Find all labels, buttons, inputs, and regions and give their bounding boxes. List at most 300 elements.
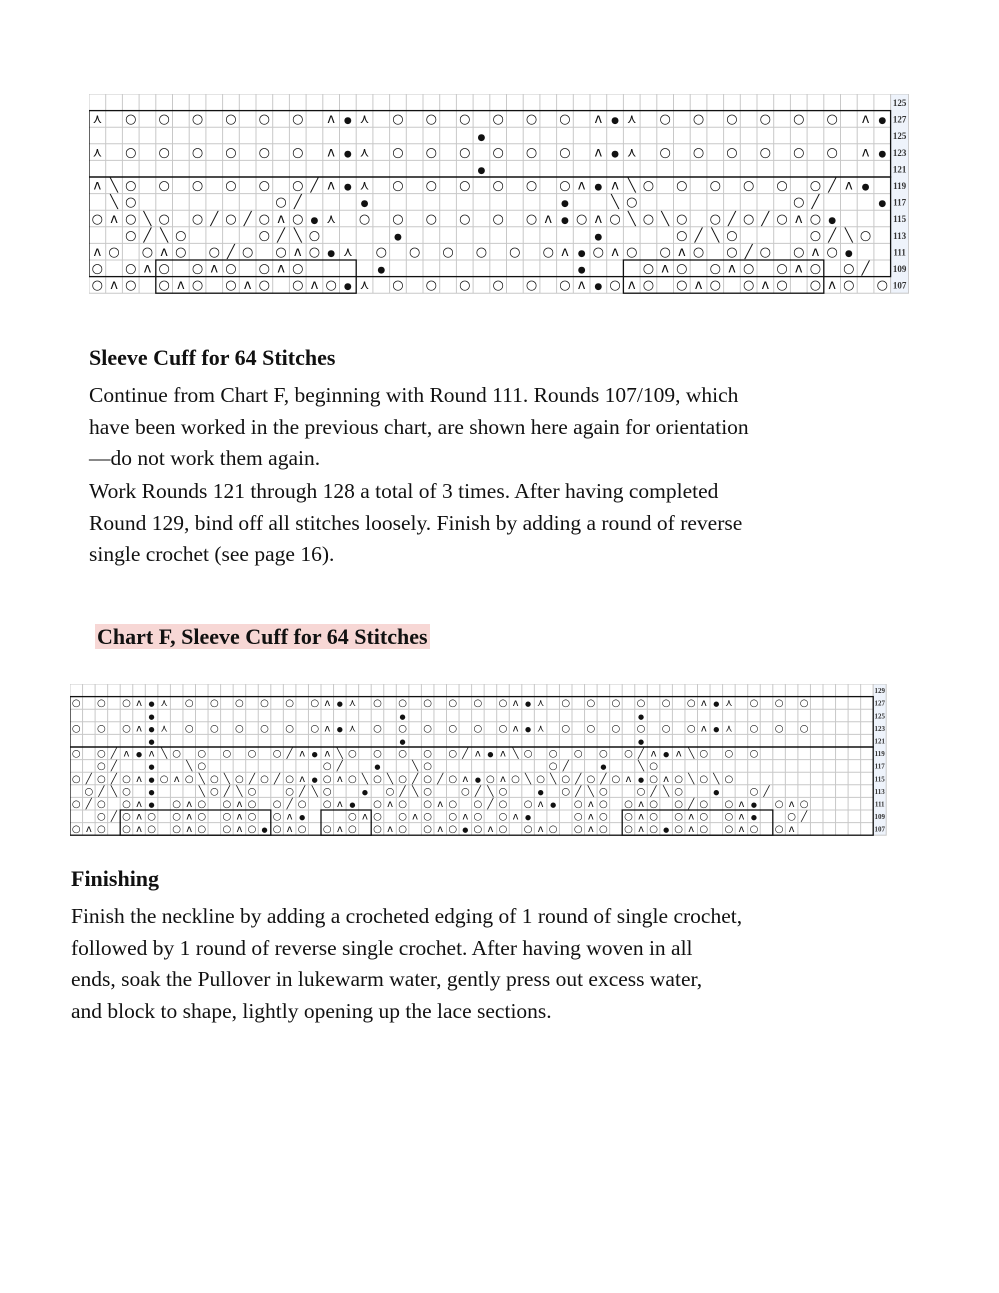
stitch-symbol: ○ xyxy=(659,245,671,261)
stitch-symbol: ʌ xyxy=(587,824,594,836)
stitch-symbol: ● xyxy=(311,750,318,759)
stitch-symbol: ○ xyxy=(392,211,404,227)
chart-bottom-grid xyxy=(70,684,892,836)
stitch-symbol: ○ xyxy=(642,261,655,277)
stitch-symbol: ○ xyxy=(71,773,81,785)
stitch-symbol: ○ xyxy=(774,698,784,710)
round-number: 119 xyxy=(874,750,885,759)
stitch-symbol: ○ xyxy=(272,798,282,810)
stitch-symbol: ʌ xyxy=(387,798,393,810)
stitch-symbol: ○ xyxy=(225,278,237,294)
stitch-symbol: ○ xyxy=(258,228,271,244)
stitch-symbol: ○ xyxy=(475,245,488,261)
stitch-symbol: ○ xyxy=(492,278,504,294)
stitch-symbol: ʌ xyxy=(136,811,142,823)
stitch-symbol: ○ xyxy=(561,723,571,735)
stitch-symbol: ● xyxy=(343,116,352,127)
stitch-symbol: ○ xyxy=(742,278,755,294)
stitch-symbol: ○ xyxy=(448,798,458,810)
stitch-symbol: ● xyxy=(148,737,155,746)
stitch-symbol: ○ xyxy=(247,748,257,760)
stitch-symbol: ○ xyxy=(776,178,788,194)
round-number: 123 xyxy=(892,147,907,158)
stitch-symbol: ● xyxy=(525,700,532,709)
stitch-symbol: ○ xyxy=(247,824,257,836)
stitch-symbol: ʌ xyxy=(186,798,193,810)
stitch-symbol: ○ xyxy=(423,811,433,823)
stitch-symbol: ● xyxy=(343,282,352,293)
stitch-symbol: ○ xyxy=(661,698,671,710)
stitch-symbol: ⋏ xyxy=(343,245,353,261)
round-number: 127 xyxy=(874,699,885,708)
stitch-symbol: ● xyxy=(377,265,386,276)
stitch-symbol: ○ xyxy=(398,723,407,735)
stitch-symbol: ╱ xyxy=(474,786,481,798)
stitch-symbol: ○ xyxy=(759,245,772,261)
stitch-symbol: ○ xyxy=(559,112,571,128)
stitch-symbol: ʌ xyxy=(286,811,293,823)
stitch-symbol: ○ xyxy=(125,228,137,244)
stitch-symbol: ʌ xyxy=(594,145,603,161)
stitch-symbol: ○ xyxy=(559,278,571,294)
stitch-symbol: ○ xyxy=(225,211,237,227)
stitch-symbol: ʌ xyxy=(85,824,92,836)
paragraph-line: Finish the neckline by adding a crocheted edging of 1 round of single crochet, xyxy=(71,904,743,928)
stitch-symbol: ○ xyxy=(776,278,788,294)
stitch-symbol: ○ xyxy=(561,698,571,710)
stitch-symbol: ○ xyxy=(398,798,407,810)
stitch-symbol: ○ xyxy=(272,811,282,823)
stitch-symbol: ● xyxy=(637,775,645,784)
stitch-symbol: ○ xyxy=(460,786,470,798)
stitch-symbol: ○ xyxy=(247,786,257,798)
stitch-symbol: ○ xyxy=(158,211,170,227)
stitch-symbol: ╲ xyxy=(487,786,494,798)
stitch-symbol: ○ xyxy=(122,824,131,836)
stitch-symbol: ○ xyxy=(609,211,621,227)
stitch-symbol: ○ xyxy=(724,798,734,810)
stitch-symbol: ○ xyxy=(272,824,282,836)
stitch-symbol: ○ xyxy=(97,761,106,773)
stitch-symbol: ○ xyxy=(724,824,734,836)
stitch-symbol: ○ xyxy=(726,228,738,244)
stitch-symbol: ⋏ xyxy=(92,112,103,128)
stitch-symbol: ○ xyxy=(348,811,357,823)
stitch-symbol: ○ xyxy=(548,748,558,760)
stitch-symbol: ○ xyxy=(492,145,504,161)
stitch-symbol: ╱ xyxy=(575,786,582,798)
stitch-symbol: ○ xyxy=(649,773,658,785)
stitch-symbol: ○ xyxy=(548,824,558,836)
stitch-symbol: ○ xyxy=(749,723,759,735)
paragraph-line: Work Rounds 121 through 128 a total of 3 times. After having completed xyxy=(89,479,719,503)
stitch-symbol: ○ xyxy=(222,811,232,823)
stitch-symbol: ʌ xyxy=(688,811,695,823)
stitch-symbol: ● xyxy=(878,116,887,127)
stitch-symbol: ○ xyxy=(787,811,796,823)
stitch-symbol: ○ xyxy=(809,261,822,277)
stitch-symbol: ○ xyxy=(197,748,207,760)
stitch-symbol: ○ xyxy=(425,145,438,161)
stitch-symbol: ʌ xyxy=(594,211,603,227)
stitch-symbol: ○ xyxy=(636,786,646,798)
stitch-symbol: ● xyxy=(600,763,607,772)
stitch-symbol: ○ xyxy=(225,145,237,161)
stitch-symbol: ○ xyxy=(776,261,788,277)
stitch-symbol: ○ xyxy=(473,798,483,810)
stitch-symbol: ʌ xyxy=(136,698,142,710)
stitch-symbol: ● xyxy=(261,826,268,835)
stitch-symbol: ʌ xyxy=(638,824,644,836)
stitch-symbol: ○ xyxy=(809,178,822,194)
stitch-symbol: ○ xyxy=(498,824,508,836)
stitch-symbol: ○ xyxy=(523,798,533,810)
stitch-symbol: ○ xyxy=(97,798,106,810)
stitch-symbol: ○ xyxy=(649,811,658,823)
round-number: 115 xyxy=(874,775,885,784)
stitch-symbol: ╱ xyxy=(227,245,235,261)
stitch-symbol: ○ xyxy=(425,178,438,194)
stitch-symbol: ● xyxy=(537,788,544,797)
stitch-symbol: ʌ xyxy=(236,824,243,836)
stitch-symbol: ○ xyxy=(448,811,458,823)
stitch-symbol: ○ xyxy=(235,773,244,785)
stitch-symbol: ○ xyxy=(197,824,207,836)
stitch-symbol: ○ xyxy=(292,178,304,194)
stitch-symbol: ʌ xyxy=(661,261,670,277)
paragraph-line: Round 129, bind off all stitches loosely. Finish by adding a round of reverse xyxy=(89,510,743,535)
stitch-symbol: ʌ xyxy=(728,261,736,277)
stitch-symbol: ʌ xyxy=(136,798,142,810)
stitch-symbol: ○ xyxy=(322,773,332,785)
stitch-symbol: ╲ xyxy=(661,211,670,227)
stitch-symbol: ○ xyxy=(222,748,232,760)
stitch-symbol: ○ xyxy=(793,112,805,128)
stitch-symbol: ● xyxy=(594,232,603,243)
stitch-symbol: ○ xyxy=(175,245,187,261)
stitch-symbol: ● xyxy=(343,182,352,193)
stitch-symbol: ⋏ xyxy=(359,178,370,194)
stitch-symbol: ○ xyxy=(749,786,759,798)
stitch-symbol: ○ xyxy=(459,145,471,161)
stitch-symbol: ○ xyxy=(599,798,608,810)
stitch-symbol: ○ xyxy=(175,228,187,244)
stitch-symbol: ● xyxy=(750,800,758,809)
stitch-symbol: ⋏ xyxy=(348,723,357,735)
stitch-symbol: ╲ xyxy=(160,228,169,244)
stitch-symbol: ○ xyxy=(258,211,271,227)
stitch-symbol: ○ xyxy=(172,824,182,836)
knitting-chart-top xyxy=(89,94,909,294)
stitch-symbol: ╱ xyxy=(110,748,117,760)
stitch-symbol: ╲ xyxy=(336,748,343,760)
stitch-symbol: ʌ xyxy=(650,748,657,760)
stitch-symbol: ╱ xyxy=(223,786,230,798)
stitch-symbol: ○ xyxy=(373,723,382,735)
stitch-symbol: ʌ xyxy=(487,824,494,836)
stitch-symbol: ʌ xyxy=(611,178,619,194)
stitch-symbol: ● xyxy=(561,215,569,226)
stitch-symbol: ʌ xyxy=(210,261,219,277)
stitch-symbol: ○ xyxy=(184,723,194,735)
stitch-symbol: ○ xyxy=(260,773,269,785)
stitch-symbol: ● xyxy=(611,116,619,127)
stitch-symbol: ○ xyxy=(158,261,170,277)
round-number: 117 xyxy=(893,197,907,208)
stitch-symbol: ○ xyxy=(686,723,696,735)
stitch-symbol: ○ xyxy=(373,698,382,710)
stitch-symbol: ʌ xyxy=(186,824,193,836)
stitch-symbol: ○ xyxy=(793,245,805,261)
stitch-symbol: ○ xyxy=(222,824,232,836)
stitch-symbol: ʌ xyxy=(761,278,770,294)
stitch-symbol: ╱ xyxy=(728,211,736,227)
round-number: 113 xyxy=(893,230,907,241)
stitch-symbol: ○ xyxy=(626,195,638,211)
stitch-symbol: ○ xyxy=(292,145,304,161)
stitch-symbol: ○ xyxy=(624,824,633,836)
stitch-symbol: ● xyxy=(477,166,486,177)
stitch-symbol: ○ xyxy=(473,723,483,735)
stitch-symbol: ○ xyxy=(398,824,407,836)
stitch-symbol: ʌ xyxy=(474,748,481,760)
stitch-symbol: ╲ xyxy=(844,228,853,244)
stitch-symbol: ● xyxy=(327,249,336,260)
stitch-symbol: ○ xyxy=(523,824,533,836)
stitch-symbol: ╱ xyxy=(462,748,469,760)
stitch-symbol: ʌ xyxy=(611,245,619,261)
stitch-symbol: ╱ xyxy=(811,195,820,211)
stitch-symbol: ○ xyxy=(423,748,433,760)
stitch-symbol: ○ xyxy=(258,261,271,277)
stitch-symbol: ○ xyxy=(525,112,538,128)
stitch-symbol: ╲ xyxy=(525,773,532,785)
stitch-symbol: ● xyxy=(637,737,645,746)
stitch-symbol: ○ xyxy=(425,211,438,227)
stitch-symbol: ○ xyxy=(275,195,287,211)
stitch-symbol: ○ xyxy=(122,698,131,710)
stitch-symbol: ○ xyxy=(197,811,207,823)
round-number: 121 xyxy=(892,164,907,175)
stitch-symbol: ● xyxy=(399,737,406,746)
stitch-symbol: ○ xyxy=(258,178,271,194)
paragraph-line: —do not work them again. xyxy=(89,446,321,470)
stitch-symbol: ʌ xyxy=(700,723,707,735)
stitch-symbol: ○ xyxy=(247,811,257,823)
stitch-symbol: ○ xyxy=(799,723,809,735)
stitch-symbol: ╲ xyxy=(512,748,519,760)
stitch-symbol: ʌ xyxy=(324,723,331,735)
stitch-symbol: ╱ xyxy=(575,773,582,785)
stitch-symbol: ╱ xyxy=(828,178,837,194)
paragraph-line: followed by 1 round of reverse single crochet. After having woven in all xyxy=(71,935,693,960)
stitch-symbol: ● xyxy=(135,750,143,759)
stitch-symbol: ʌ xyxy=(148,748,155,760)
stitch-symbol: ○ xyxy=(559,178,571,194)
paragraph-line: single crochet (see page 16). xyxy=(89,542,335,566)
stitch-symbol: ʌ xyxy=(293,245,302,261)
stitch-symbol: ╱ xyxy=(299,786,306,798)
stitch-symbol: ʌ xyxy=(544,211,553,227)
stitch-symbol: ● xyxy=(861,182,870,193)
stitch-symbol: ʌ xyxy=(110,211,118,227)
stitch-symbol: ○ xyxy=(71,723,81,735)
stitch-symbol: ʌ xyxy=(136,773,142,785)
stitch-symbol: ʌ xyxy=(861,145,870,161)
stitch-symbol: ○ xyxy=(225,178,237,194)
stitch-symbol: ○ xyxy=(322,824,332,836)
stitch-symbol: ○ xyxy=(191,261,204,277)
stitch-symbol: ● xyxy=(577,265,586,276)
stitch-symbol: ○ xyxy=(392,112,404,128)
round-number: 111 xyxy=(893,247,906,258)
stitch-symbol: ○ xyxy=(498,723,508,735)
stitch-symbol: ○ xyxy=(826,112,838,128)
stitch-symbol: ○ xyxy=(260,723,269,735)
stitch-symbol: ⋏ xyxy=(348,698,357,710)
stitch-symbol: ╱ xyxy=(277,228,285,244)
stitch-symbol: ○ xyxy=(310,723,320,735)
stitch-symbol: ○ xyxy=(398,748,407,760)
stitch-symbol: ○ xyxy=(398,698,407,710)
stitch-symbol: ○ xyxy=(125,211,137,227)
stitch-symbol: ○ xyxy=(209,723,219,735)
stitch-symbol: ʌ xyxy=(327,178,336,194)
stitch-symbol: ● xyxy=(611,149,619,160)
stitch-symbol: ○ xyxy=(674,824,684,836)
stitch-symbol: ● xyxy=(525,725,532,734)
stitch-symbol: ○ xyxy=(322,761,332,773)
stitch-symbol: ○ xyxy=(609,278,621,294)
paragraph-line: Continue from Chart F, beginning with Round 111. Rounds 107/109, which xyxy=(89,383,739,407)
stitch-symbol: ╲ xyxy=(587,786,594,798)
stitch-symbol: ○ xyxy=(258,278,271,294)
stitch-symbol: ⋏ xyxy=(359,145,370,161)
stitch-symbol: ʌ xyxy=(462,773,469,785)
stitch-symbol: ● xyxy=(561,199,569,210)
stitch-symbol: ● xyxy=(637,712,645,721)
stitch-symbol: ╲ xyxy=(161,748,168,760)
stitch-symbol: ⋏ xyxy=(725,698,733,710)
stitch-symbol: ○ xyxy=(310,698,320,710)
stitch-symbol: ○ xyxy=(122,798,131,810)
stitch-symbol: ● xyxy=(525,813,532,822)
stitch-symbol: ʌ xyxy=(587,798,594,810)
stitch-symbol: ○ xyxy=(573,798,583,810)
stitch-symbol: ○ xyxy=(793,195,805,211)
stitch-symbol: ╱ xyxy=(600,773,607,785)
stitch-symbol: ╱ xyxy=(487,798,494,810)
stitch-symbol: ʌ xyxy=(811,245,820,261)
stitch-symbol: ● xyxy=(349,800,356,809)
stitch-symbol: ● xyxy=(148,775,155,784)
stitch-symbol: ○ xyxy=(197,761,207,773)
stitch-symbol: ʌ xyxy=(324,748,331,760)
stitch-symbol: ʌ xyxy=(336,824,343,836)
stitch-symbol: ○ xyxy=(158,145,170,161)
stitch-symbol: ○ xyxy=(774,723,784,735)
stitch-symbol: ○ xyxy=(147,824,156,836)
stitch-symbol: ╲ xyxy=(550,773,557,785)
stitch-symbol: ● xyxy=(594,282,603,293)
paragraph-line: and block to shape, lightly opening up the lace sections. xyxy=(71,998,552,1023)
stitch-symbol: ʌ xyxy=(462,811,469,823)
stitch-symbol: ╲ xyxy=(198,786,205,798)
stitch-symbol: ○ xyxy=(742,178,755,194)
stitch-symbol: ● xyxy=(148,763,155,772)
stitch-symbol: ○ xyxy=(442,245,454,261)
stitch-symbol: ○ xyxy=(125,145,137,161)
stitch-symbol: ○ xyxy=(258,145,271,161)
stitch-symbol: ʌ xyxy=(299,773,306,785)
round-number: 117 xyxy=(874,762,885,771)
stitch-symbol: ○ xyxy=(122,786,131,798)
stitch-symbol: ○ xyxy=(661,723,671,735)
stitch-symbol: ○ xyxy=(292,211,304,227)
stitch-symbol: ○ xyxy=(71,748,81,760)
stitch-symbol: ╲ xyxy=(223,773,230,785)
stitch-symbol: ○ xyxy=(809,278,822,294)
stitch-symbol: ʌ xyxy=(136,824,142,836)
stitch-symbol: ╱ xyxy=(110,773,117,785)
stitch-symbol: ○ xyxy=(486,773,495,785)
stitch-symbol: ○ xyxy=(373,824,382,836)
round-number: 125 xyxy=(892,97,907,108)
stitch-symbol: ○ xyxy=(459,211,471,227)
stitch-symbol: ╲ xyxy=(611,195,619,211)
stitch-symbol: ○ xyxy=(498,786,508,798)
stitch-symbol: ╲ xyxy=(638,761,645,773)
stitch-symbol: ○ xyxy=(348,748,357,760)
stitch-symbol: ○ xyxy=(726,145,738,161)
stitch-symbol: ● xyxy=(663,826,670,835)
stitch-symbol: ● xyxy=(336,725,343,734)
stitch-symbol: ○ xyxy=(592,245,605,261)
stitch-symbol: ʌ xyxy=(176,278,185,294)
stitch-symbol: ○ xyxy=(575,211,588,227)
stitch-symbol: ● xyxy=(844,249,853,260)
stitch-symbol: ○ xyxy=(285,723,294,735)
stitch-symbol: ○ xyxy=(241,245,254,261)
stitch-symbol: ○ xyxy=(141,245,154,261)
stitch-symbol: ╱ xyxy=(248,773,255,785)
round-number: 115 xyxy=(893,214,907,225)
stitch-symbol: ○ xyxy=(373,748,382,760)
stitch-symbol: ʌ xyxy=(277,211,285,227)
stitch-symbol: ʌ xyxy=(136,723,142,735)
stitch-symbol: ○ xyxy=(297,798,307,810)
stitch-symbol: ○ xyxy=(398,773,407,785)
stitch-symbol: ○ xyxy=(358,211,371,227)
stitch-symbol: ╱ xyxy=(110,811,117,823)
stitch-symbol: ╱ xyxy=(85,773,92,785)
stitch-symbol: ○ xyxy=(809,228,822,244)
round-number: 125 xyxy=(892,131,907,142)
stitch-symbol: ʌ xyxy=(387,824,393,836)
stitch-symbol: ʌ xyxy=(788,798,795,810)
paragraph-line: have been worked in the previous chart, are shown here again for orientation xyxy=(89,414,749,439)
stitch-symbol: ○ xyxy=(586,698,596,710)
chart-caption xyxy=(95,624,430,650)
stitch-symbol: ○ xyxy=(191,278,204,294)
stitch-symbol: ○ xyxy=(191,178,204,194)
stitch-symbol: ○ xyxy=(448,698,458,710)
stitch-symbol: ʌ xyxy=(861,112,870,128)
stitch-symbol: ʌ xyxy=(577,278,586,294)
stitch-symbol: ○ xyxy=(292,278,304,294)
stitch-symbol: ╱ xyxy=(828,228,837,244)
stitch-symbol: ○ xyxy=(260,698,269,710)
